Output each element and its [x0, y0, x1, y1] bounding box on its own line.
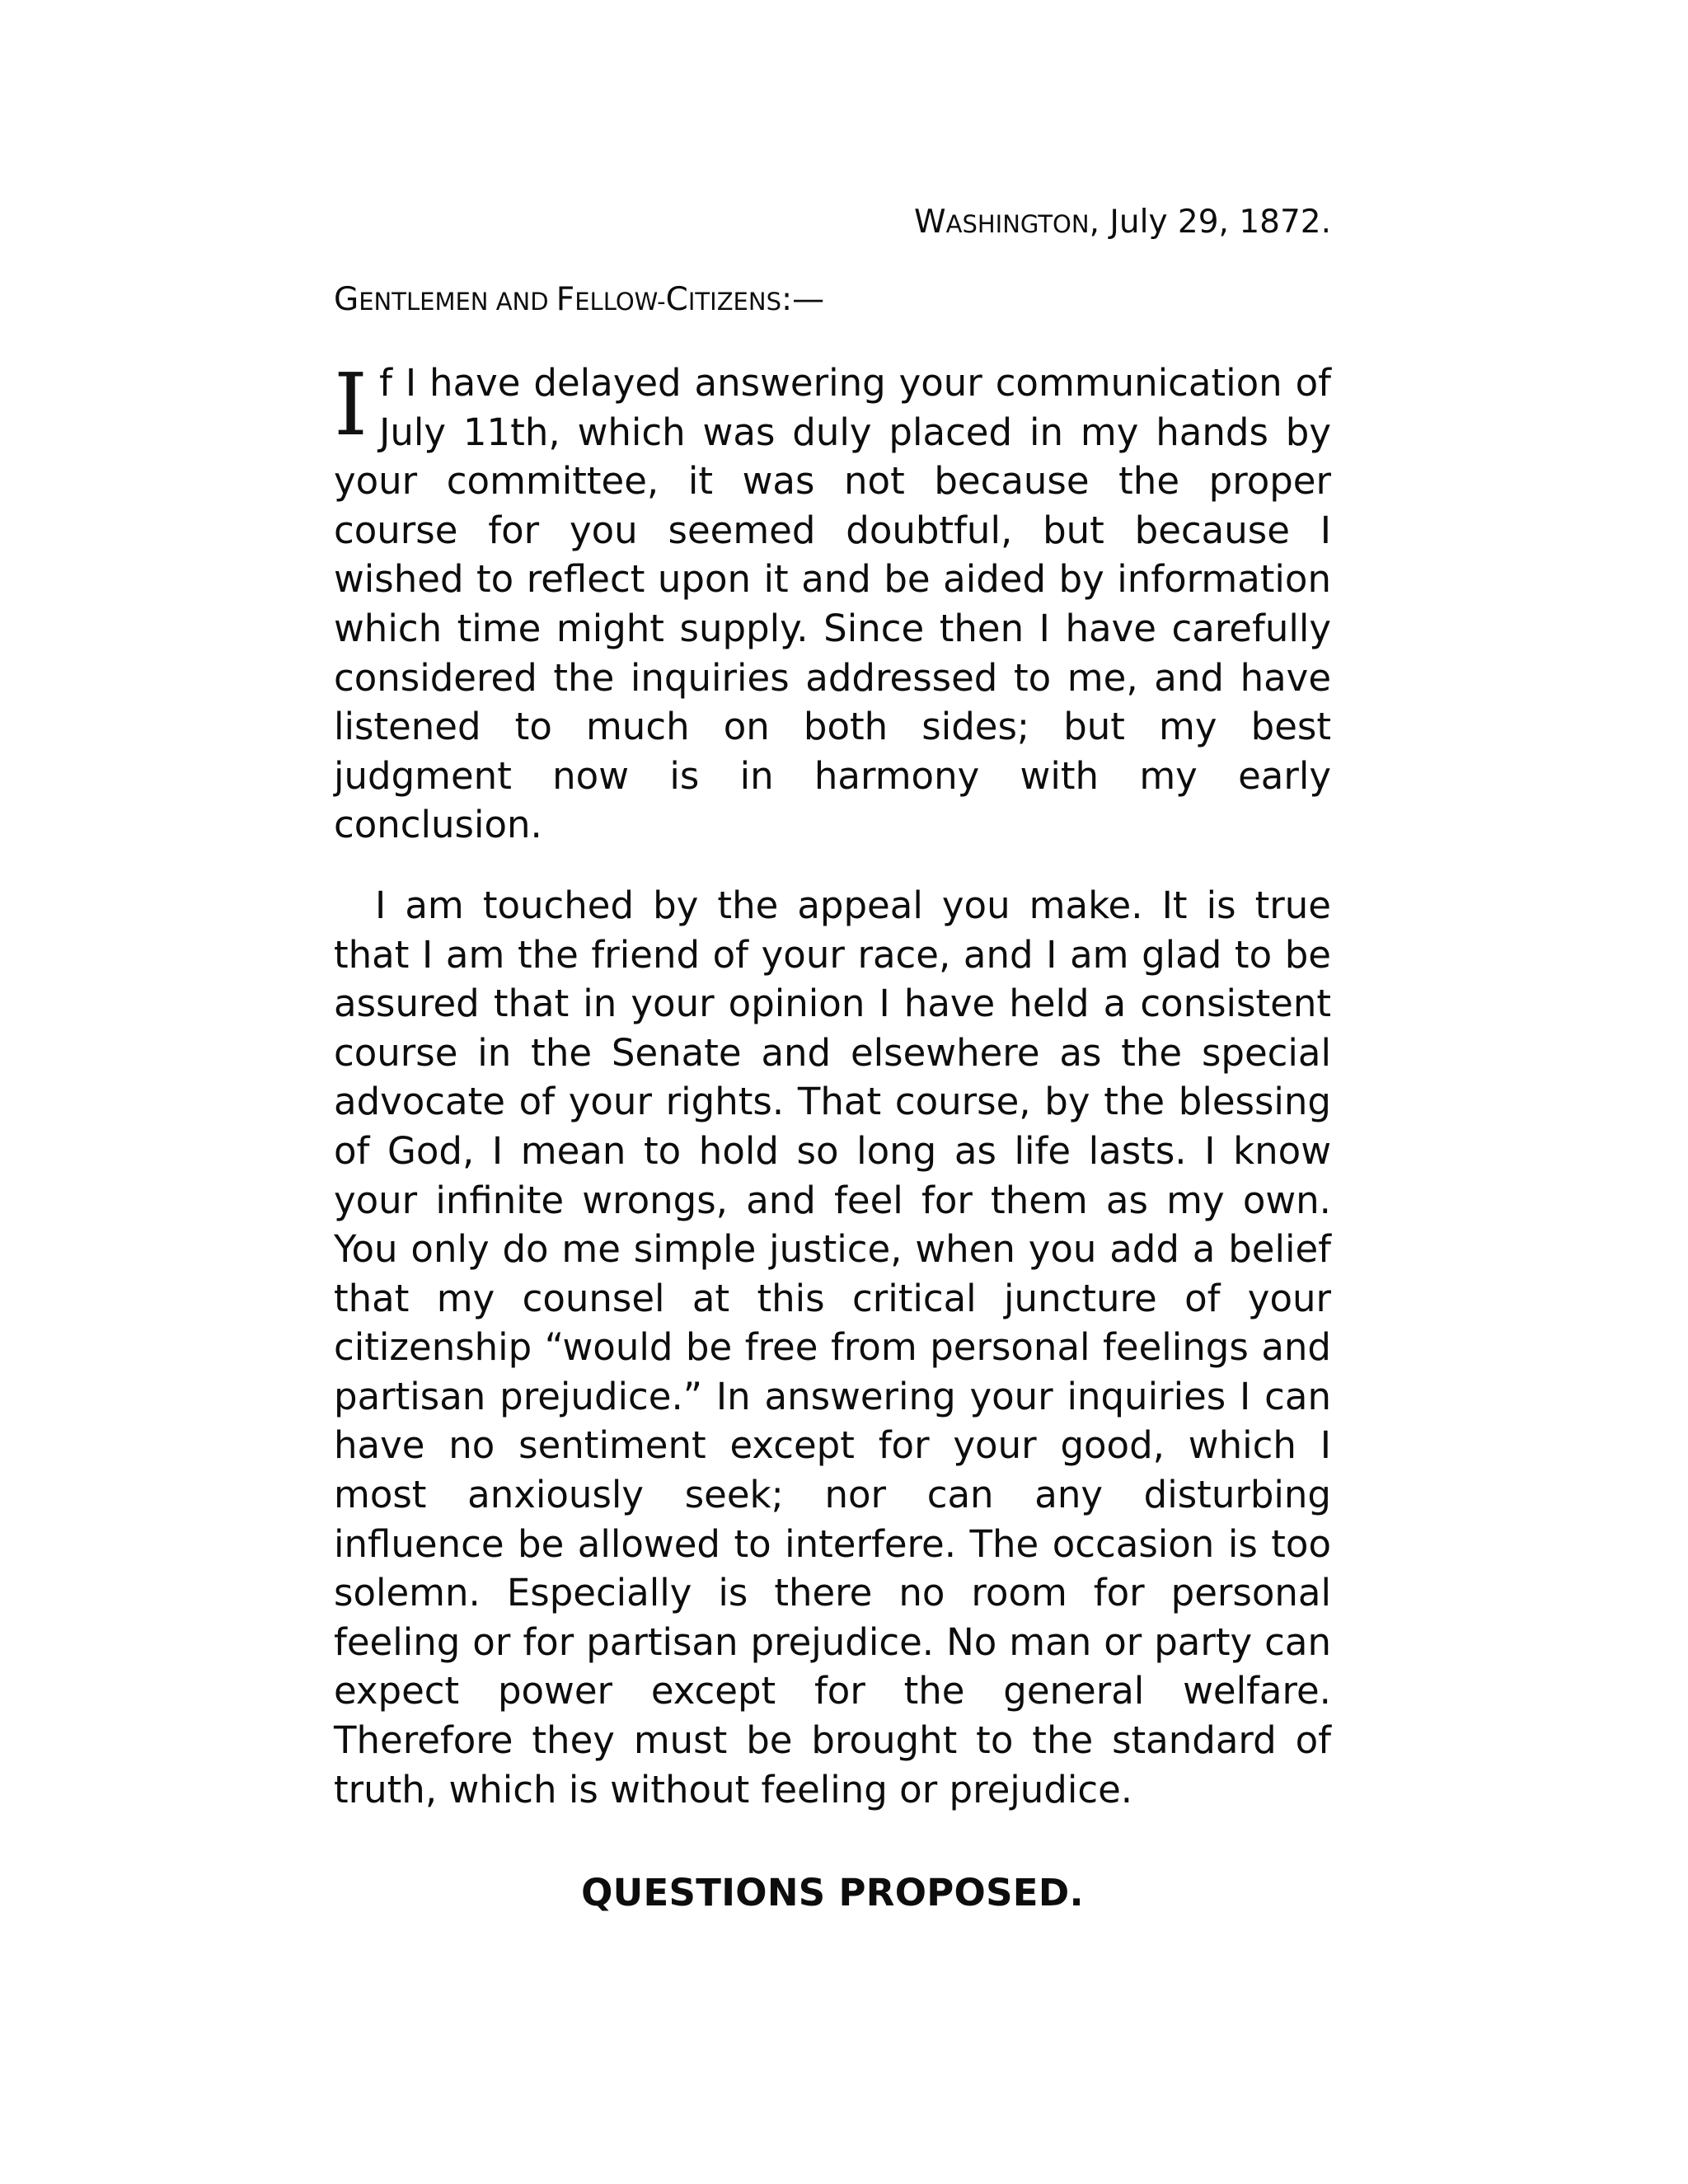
paragraph-1	[334, 354, 1331, 850]
section-heading: QUESTIONS PROPOSED.	[581, 1871, 1084, 1915]
salutation-rest-1: ENTLEMEN AND	[359, 288, 556, 316]
drop-cap: I	[334, 354, 368, 455]
salutation-initial-3: C	[665, 281, 688, 318]
salutation-rest-3: ITIZENS	[687, 288, 781, 316]
dateline-date: , July 29, 1872.	[1089, 204, 1331, 241]
dateline	[334, 198, 1331, 249]
salutation-tail: :—	[781, 281, 825, 318]
salutation-initial-2: F	[556, 281, 575, 318]
salutation	[334, 275, 1331, 326]
salutation-rest-2: ELLOW-	[574, 288, 666, 316]
salutation-initial-1: G	[334, 281, 359, 318]
paragraph-2-text: I am touched by the appeal you make. It is true that I am the friend of your race, and I am glad to be assured that in your opinion I have held a consistent course in the Senate and elsewhere as the special advocate of your rights. That course, by the blessing of God, I mean to hold so long as life lasts. I know your infinite wrongs, and feel for them as my own. You only do me simple justice, when you add a belief that my counsel at this critical juncture of your citizenship “would be free from personal feelings and partisan prejudice.” In answering your inquiries I can have no sentiment except for your good, which I most anxiously seek; nor can any disturbing influence be allowed to interfere. The occasion is too solemn. Especially is there no room for personal feeling or for partisan prejudice. No man or party can expect power except for the general welfare. Therefore they must be brought to the standard of truth, which is without feeling or prejudice.	[334, 883, 1331, 1811]
dateline-place-rest: ASHINGTON	[945, 210, 1090, 238]
paragraph-2	[334, 881, 1331, 1814]
letter-page	[334, 198, 1331, 1918]
paragraph-1-text: f I have delayed answering your communication of July 11th, which was duly placed in my hands by your committee, it was not because the proper course for you seemed doubtful, but because I wished to reflect upon it and be aided by information which time might supply. Since then I have carefully considered the inquiries addressed to me, and have listened to much on both sides; but my best judgment now is in harmony with my early conclusion.	[334, 361, 1331, 847]
dateline-place-initial: W	[914, 204, 946, 241]
